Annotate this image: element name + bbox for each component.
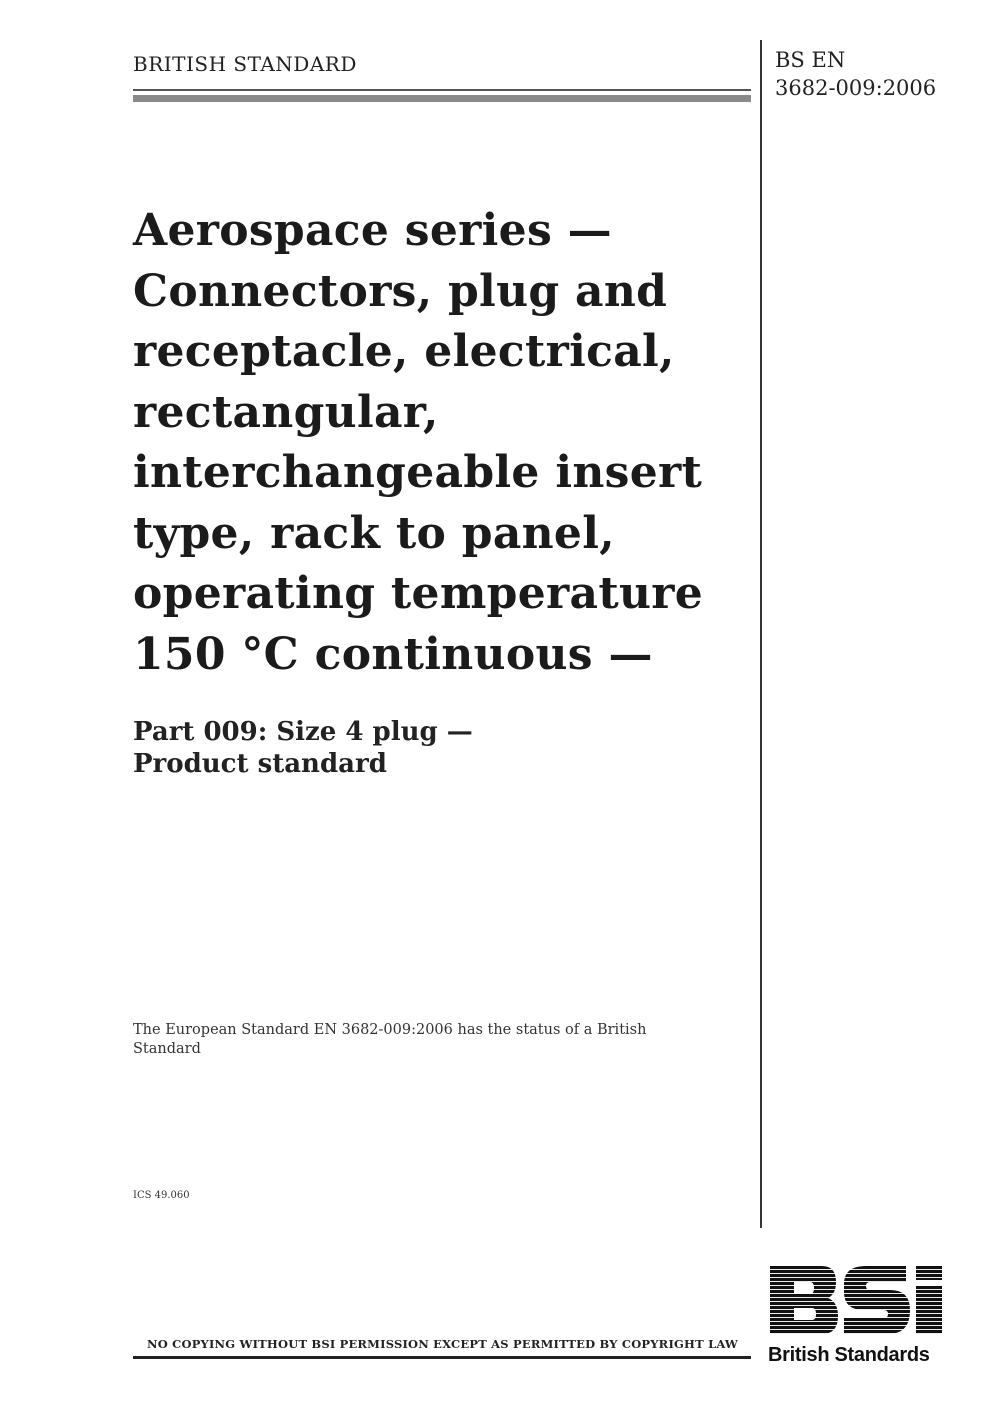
title-line: interchangeable insert (133, 447, 703, 498)
ics-code: ICS 49.060 (133, 1190, 190, 1201)
copyright-notice: NO COPYING WITHOUT BSI PERMISSION EXCEPT AS PERMITTED BY COPYRIGHT LAW (147, 1337, 739, 1351)
designation-line-2: 3682-009:2006 (775, 76, 937, 100)
title-line: receptacle, electrical, (133, 326, 675, 377)
header-rule-thick (133, 95, 751, 102)
logo-caption: British Standards (768, 1344, 930, 1366)
footer-rule (133, 1356, 751, 1359)
part-title-line-1: Part 009: Size 4 plug — (133, 717, 473, 747)
title-line: Connectors, plug and (133, 265, 668, 317)
title-line: 150 °C continuous — (133, 628, 653, 680)
title-line: rectangular, (133, 386, 439, 438)
title-line: Aerospace series — (133, 205, 612, 256)
vertical-divider (760, 40, 762, 1228)
part-title-line-2: Product standard (133, 749, 387, 779)
standard-type-label: BRITISH STANDARD (133, 52, 357, 76)
part-title (133, 716, 733, 780)
standard-designation (775, 46, 975, 102)
designation-line-1: BS EN (775, 48, 846, 72)
title-line: type, rack to panel, (133, 507, 615, 559)
status-statement: The European Standard EN 3682-009:2006 has the status of a British Standard (133, 1022, 647, 1057)
header-rule-thin (133, 89, 751, 91)
title-line: operating temperature (133, 568, 704, 619)
document-title (133, 201, 753, 685)
